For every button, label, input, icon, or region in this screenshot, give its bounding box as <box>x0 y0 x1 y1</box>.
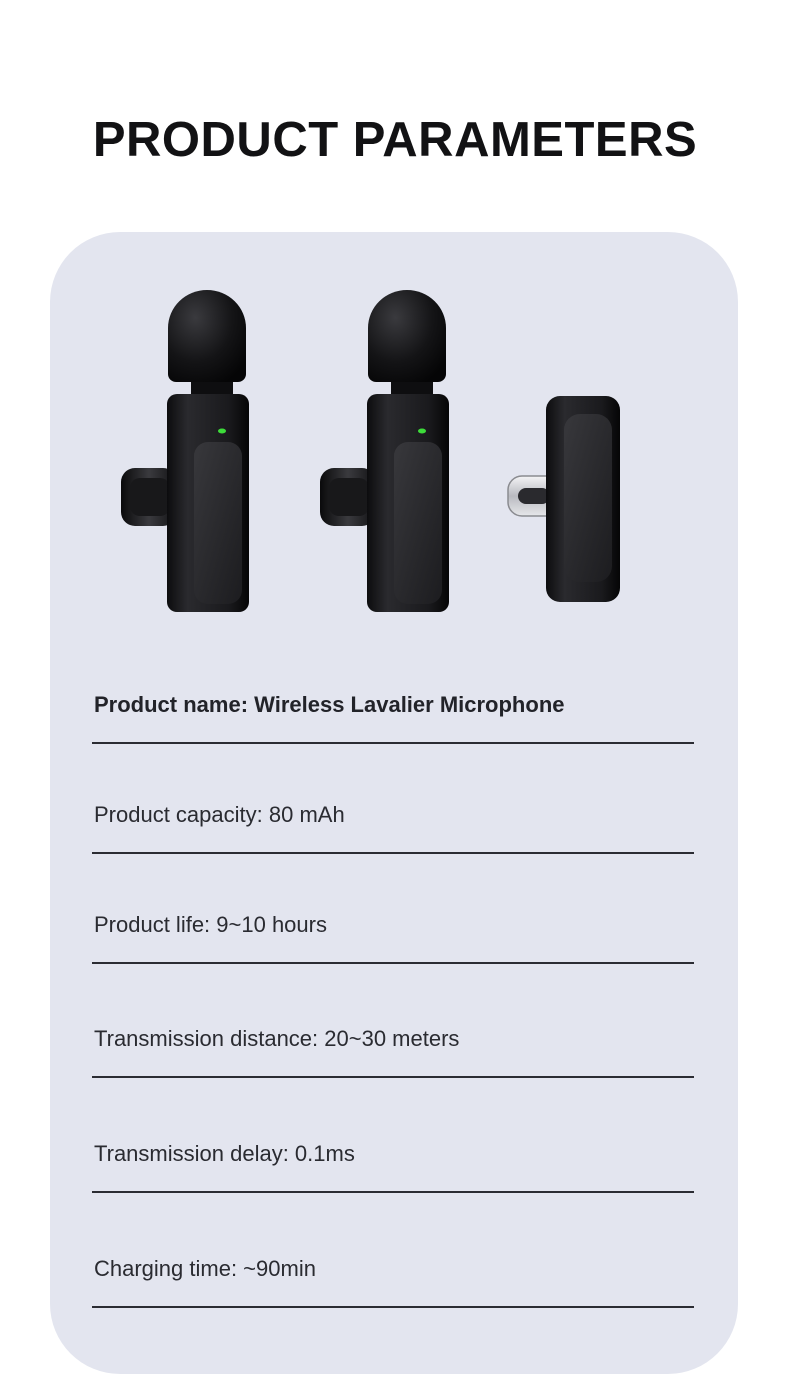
microphone-transmitter-1 <box>121 290 249 612</box>
spec-capacity: Product capacity: 80 mAh <box>94 802 345 827</box>
usb-c-receiver <box>508 396 620 602</box>
spec-row-charging-time <box>92 1222 694 1308</box>
spec-row-transmission-distance <box>92 992 694 1078</box>
spec-transmission-distance: Transmission distance: 20~30 meters <box>94 1026 460 1051</box>
spec-transmission-delay: Transmission delay: 0.1ms <box>94 1141 355 1166</box>
spec-row-transmission-delay <box>92 1107 694 1193</box>
microphone-transmitter-2 <box>320 290 449 612</box>
spec-row-capacity <box>92 772 694 854</box>
spec-row-life <box>92 882 694 964</box>
spec-row-product-name <box>92 662 694 744</box>
spec-charging-time: Charging time: ~90min <box>94 1256 316 1281</box>
parameters-card <box>50 232 738 1374</box>
spec-product-name: Product name: Wireless Lavalier Microphone <box>94 692 565 717</box>
product-image <box>110 288 670 628</box>
page-title: PRODUCT PARAMETERS <box>92 113 698 167</box>
spec-life: Product life: 9~10 hours <box>94 912 327 937</box>
